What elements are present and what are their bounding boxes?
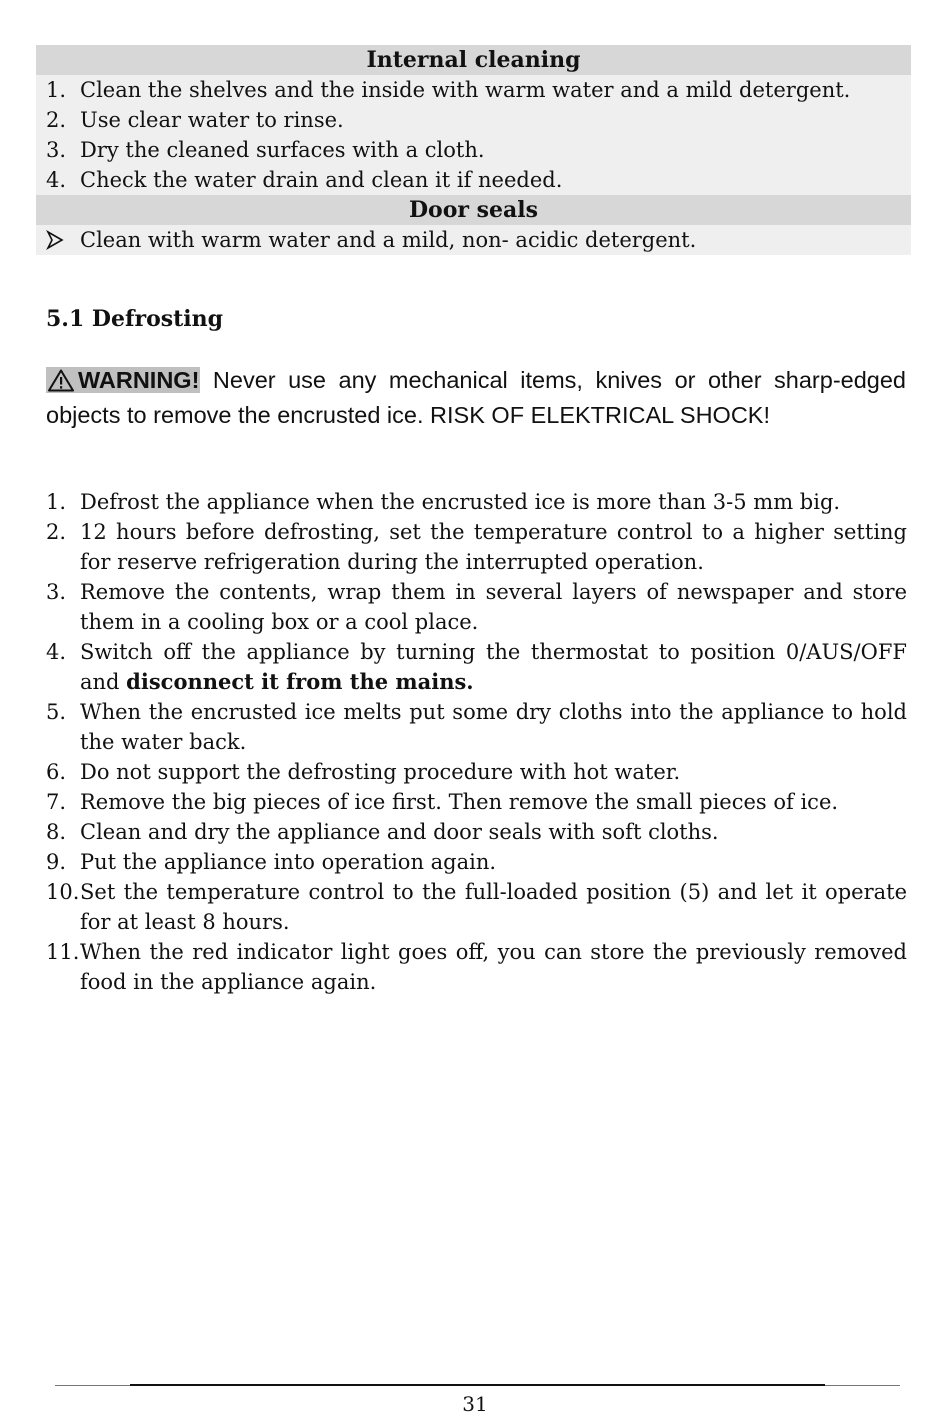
item-number: 3. [46, 138, 67, 162]
item-text: Use clear water to rinse. [80, 108, 344, 132]
warning-triangle-icon [48, 369, 74, 400]
step-number: 5. [46, 700, 67, 724]
section-heading: 5.1 Defrosting [46, 306, 224, 332]
list-item [46, 487, 907, 517]
step-text: Clean and dry the appliance and door seals with soft cloths. [80, 820, 719, 844]
list-item [46, 937, 907, 997]
step-number: 1. [46, 490, 67, 514]
internal-cleaning-header: Internal cleaning [36, 45, 911, 75]
warning-label: WARNING! [78, 367, 200, 393]
list-item [46, 757, 907, 787]
list-item [46, 847, 907, 877]
footer-divider-thick [130, 1384, 825, 1386]
cleaning-item [36, 75, 911, 105]
step-number: 2. [46, 520, 67, 544]
step-text: Set the temperature control to the full-loaded position (5) and let it operate for at least 8 hours. [80, 880, 907, 934]
item-text: Check the water drain and clean it if needed. [80, 168, 563, 192]
list-item [46, 577, 907, 637]
cleaning-table [36, 45, 911, 255]
step-text: 12 hours before defrosting, set the temperature control to a higher setting for reserve refrigeration during the interrupted operation. [80, 520, 907, 574]
step-text: Remove the contents, wrap them in several layers of newspaper and store them in a cooling box or a cool place. [80, 580, 907, 634]
item-text: Clean the shelves and the inside with warm water and a mild detergent. [80, 78, 851, 102]
door-seals-header: Door seals [36, 195, 911, 225]
step-text: When the encrusted ice melts put some dry cloths into the appliance to hold the water back. [80, 700, 907, 754]
door-seals-item [36, 225, 911, 255]
step-number: 7. [46, 790, 67, 814]
arrowhead-bullet-icon [46, 225, 64, 265]
step-text: When the red indicator light goes off, you can store the previously removed food in the appliance again. [80, 940, 907, 994]
step-number: 6. [46, 760, 67, 784]
warning-text: Never use any mechanical items, knives or other sharp-edged objects to remove the encrusted ice. RISK OF ELEKTRICAL SHOCK! [46, 367, 906, 428]
internal-cleaning-body [36, 75, 911, 195]
warning-paragraph [46, 365, 906, 431]
list-item [46, 787, 907, 817]
door-seals-body [36, 225, 911, 255]
step-bold-text: disconnect it from the mains. [126, 669, 474, 694]
step-number: 10. [46, 880, 80, 904]
step-text: Remove the big pieces of ice first. Then remove the small pieces of ice. [80, 790, 839, 814]
cleaning-item [36, 105, 911, 135]
defrosting-steps [46, 487, 907, 997]
list-item [46, 877, 907, 937]
step-number: 9. [46, 850, 67, 874]
page-number: 31 [462, 1392, 488, 1416]
step-number: 8. [46, 820, 67, 844]
item-text: Clean with warm water and a mild, non- acidic detergent. [80, 228, 697, 252]
step-number: 11. [46, 940, 80, 964]
list-item [46, 817, 907, 847]
step-text: Defrost the appliance when the encrusted ice is more than 3-5 mm big. [80, 490, 841, 514]
step-number: 3. [46, 580, 67, 604]
list-item [46, 697, 907, 757]
item-number: 4. [46, 168, 67, 192]
list-item [46, 517, 907, 577]
item-number: 1. [46, 78, 67, 102]
list-item [46, 637, 907, 697]
item-number: 2. [46, 108, 67, 132]
step-number: 4. [46, 640, 67, 664]
warning-label-box [46, 367, 200, 393]
step-text: Put the appliance into operation again. [80, 850, 497, 874]
cleaning-item [36, 135, 911, 165]
item-text: Dry the cleaned surfaces with a cloth. [80, 138, 485, 162]
step-text: Switch off the appliance by turning the thermostat to position 0/AUS/OFF and [80, 640, 907, 694]
step-text: Do not support the defrosting procedure with hot water. [80, 760, 681, 784]
cleaning-item [36, 165, 911, 195]
